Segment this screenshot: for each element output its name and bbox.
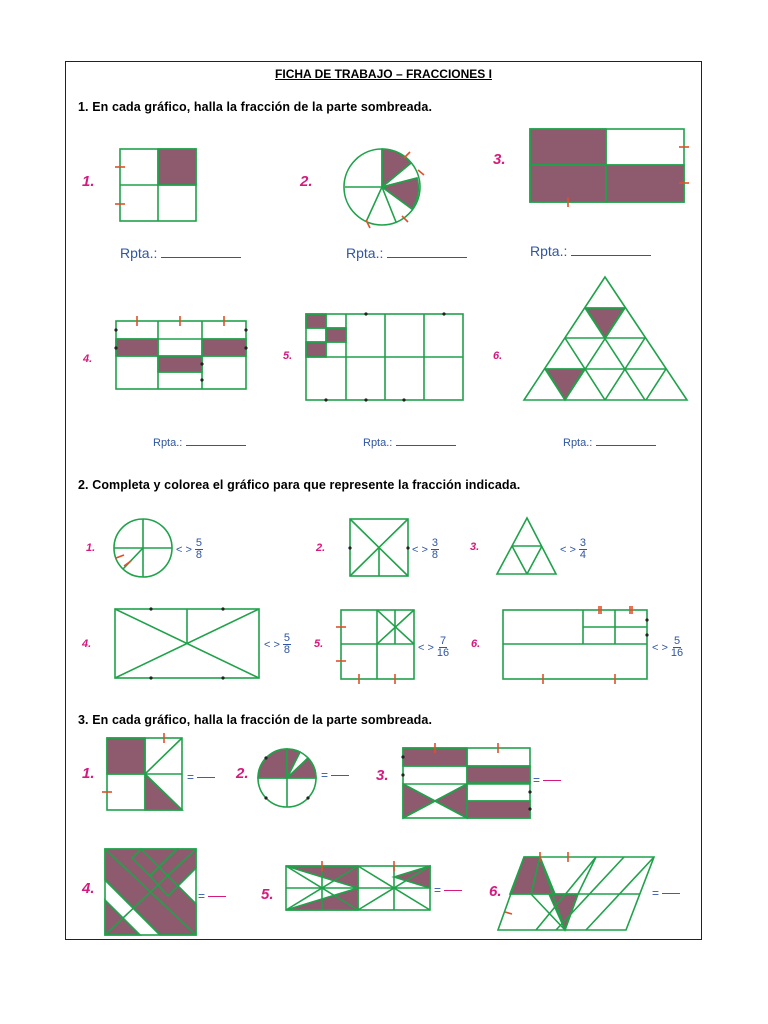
s3-answer-5: = xyxy=(434,883,462,897)
s1-answer-4: Rpta.: xyxy=(153,437,246,449)
s1-answer-5: Rpta.: xyxy=(363,437,456,449)
s1-label-5: 5. xyxy=(283,350,293,362)
s1-figure-4 xyxy=(114,316,247,389)
s2-label-4: 4. xyxy=(82,638,92,650)
s1-label-6: 6. xyxy=(493,350,503,362)
s3-answer-3: = xyxy=(533,773,561,787)
s2-label-1: 1. xyxy=(86,542,96,554)
s2-figure-2 xyxy=(348,519,409,576)
s2-fraction-4: < > 5 8 xyxy=(264,632,291,656)
s1-label-1: 1. xyxy=(82,173,95,190)
section3-instruction: 3. En cada gráfico, halla la fracción de la parte sombreada. xyxy=(78,713,433,727)
s2-label-2: 2. xyxy=(316,542,326,554)
s1-figure-3 xyxy=(530,129,689,207)
s2-figure-6 xyxy=(503,606,649,684)
s1-label-2: 2. xyxy=(300,173,313,190)
s2-label-3: 3. xyxy=(470,541,480,553)
s1-label-3: 3. xyxy=(493,151,506,168)
s1-label-4: 4. xyxy=(83,353,93,365)
s3-label-1: 1. xyxy=(82,765,95,782)
s3-label-4: 4. xyxy=(82,880,95,897)
s2-label-6: 6. xyxy=(471,638,481,650)
s2-figure-3 xyxy=(497,518,556,574)
s3-label-6: 6. xyxy=(489,883,502,900)
s1-answer-2: Rpta.: xyxy=(346,245,467,261)
section2-instruction: 2. Completa y colorea el gráfico para que represente la fracción indicada. xyxy=(78,478,521,492)
s3-answer-6: = xyxy=(652,886,680,900)
s3-figure-3 xyxy=(401,743,531,818)
s1-answer-1: Rpta.: xyxy=(120,245,241,261)
s3-label-3: 3. xyxy=(376,767,389,784)
s3-figure-2 xyxy=(258,749,316,807)
s1-figure-6 xyxy=(524,277,687,400)
s3-figure-4 xyxy=(105,849,196,935)
s2-figure-5 xyxy=(336,610,414,684)
s1-figure-2 xyxy=(344,149,424,228)
s3-answer-1: = xyxy=(187,770,215,784)
s1-answer-3: Rpta.: xyxy=(530,243,651,259)
worksheet-title: FICHA DE TRABAJO – FRACCIONES I xyxy=(275,67,492,81)
s3-figure-5 xyxy=(286,861,430,910)
s2-fraction-6: < > 5 16 xyxy=(652,635,684,659)
s3-answer-2: = xyxy=(321,768,349,782)
s3-figure-1 xyxy=(102,733,182,810)
s3-figure-6 xyxy=(498,852,654,930)
s2-label-5: 5. xyxy=(314,638,324,650)
s3-answer-4: = xyxy=(198,889,226,903)
s2-fraction-3: < > 3 4 xyxy=(560,537,587,561)
s1-figure-1 xyxy=(115,149,196,221)
s3-label-2: 2. xyxy=(236,765,249,782)
s2-figure-4 xyxy=(115,607,259,679)
s2-figure-1 xyxy=(114,519,172,577)
section1-instruction: 1. En cada gráfico, halla la fracción de la parte sombreada. xyxy=(78,100,433,114)
s2-fraction-5: < > 7 16 xyxy=(418,635,450,659)
s1-answer-6: Rpta.: xyxy=(563,437,656,449)
s2-fraction-1: < > 5 8 xyxy=(176,537,203,561)
s2-fraction-2: < > 3 8 xyxy=(412,537,439,561)
s3-label-5: 5. xyxy=(261,886,274,903)
s1-figure-5 xyxy=(306,312,463,401)
